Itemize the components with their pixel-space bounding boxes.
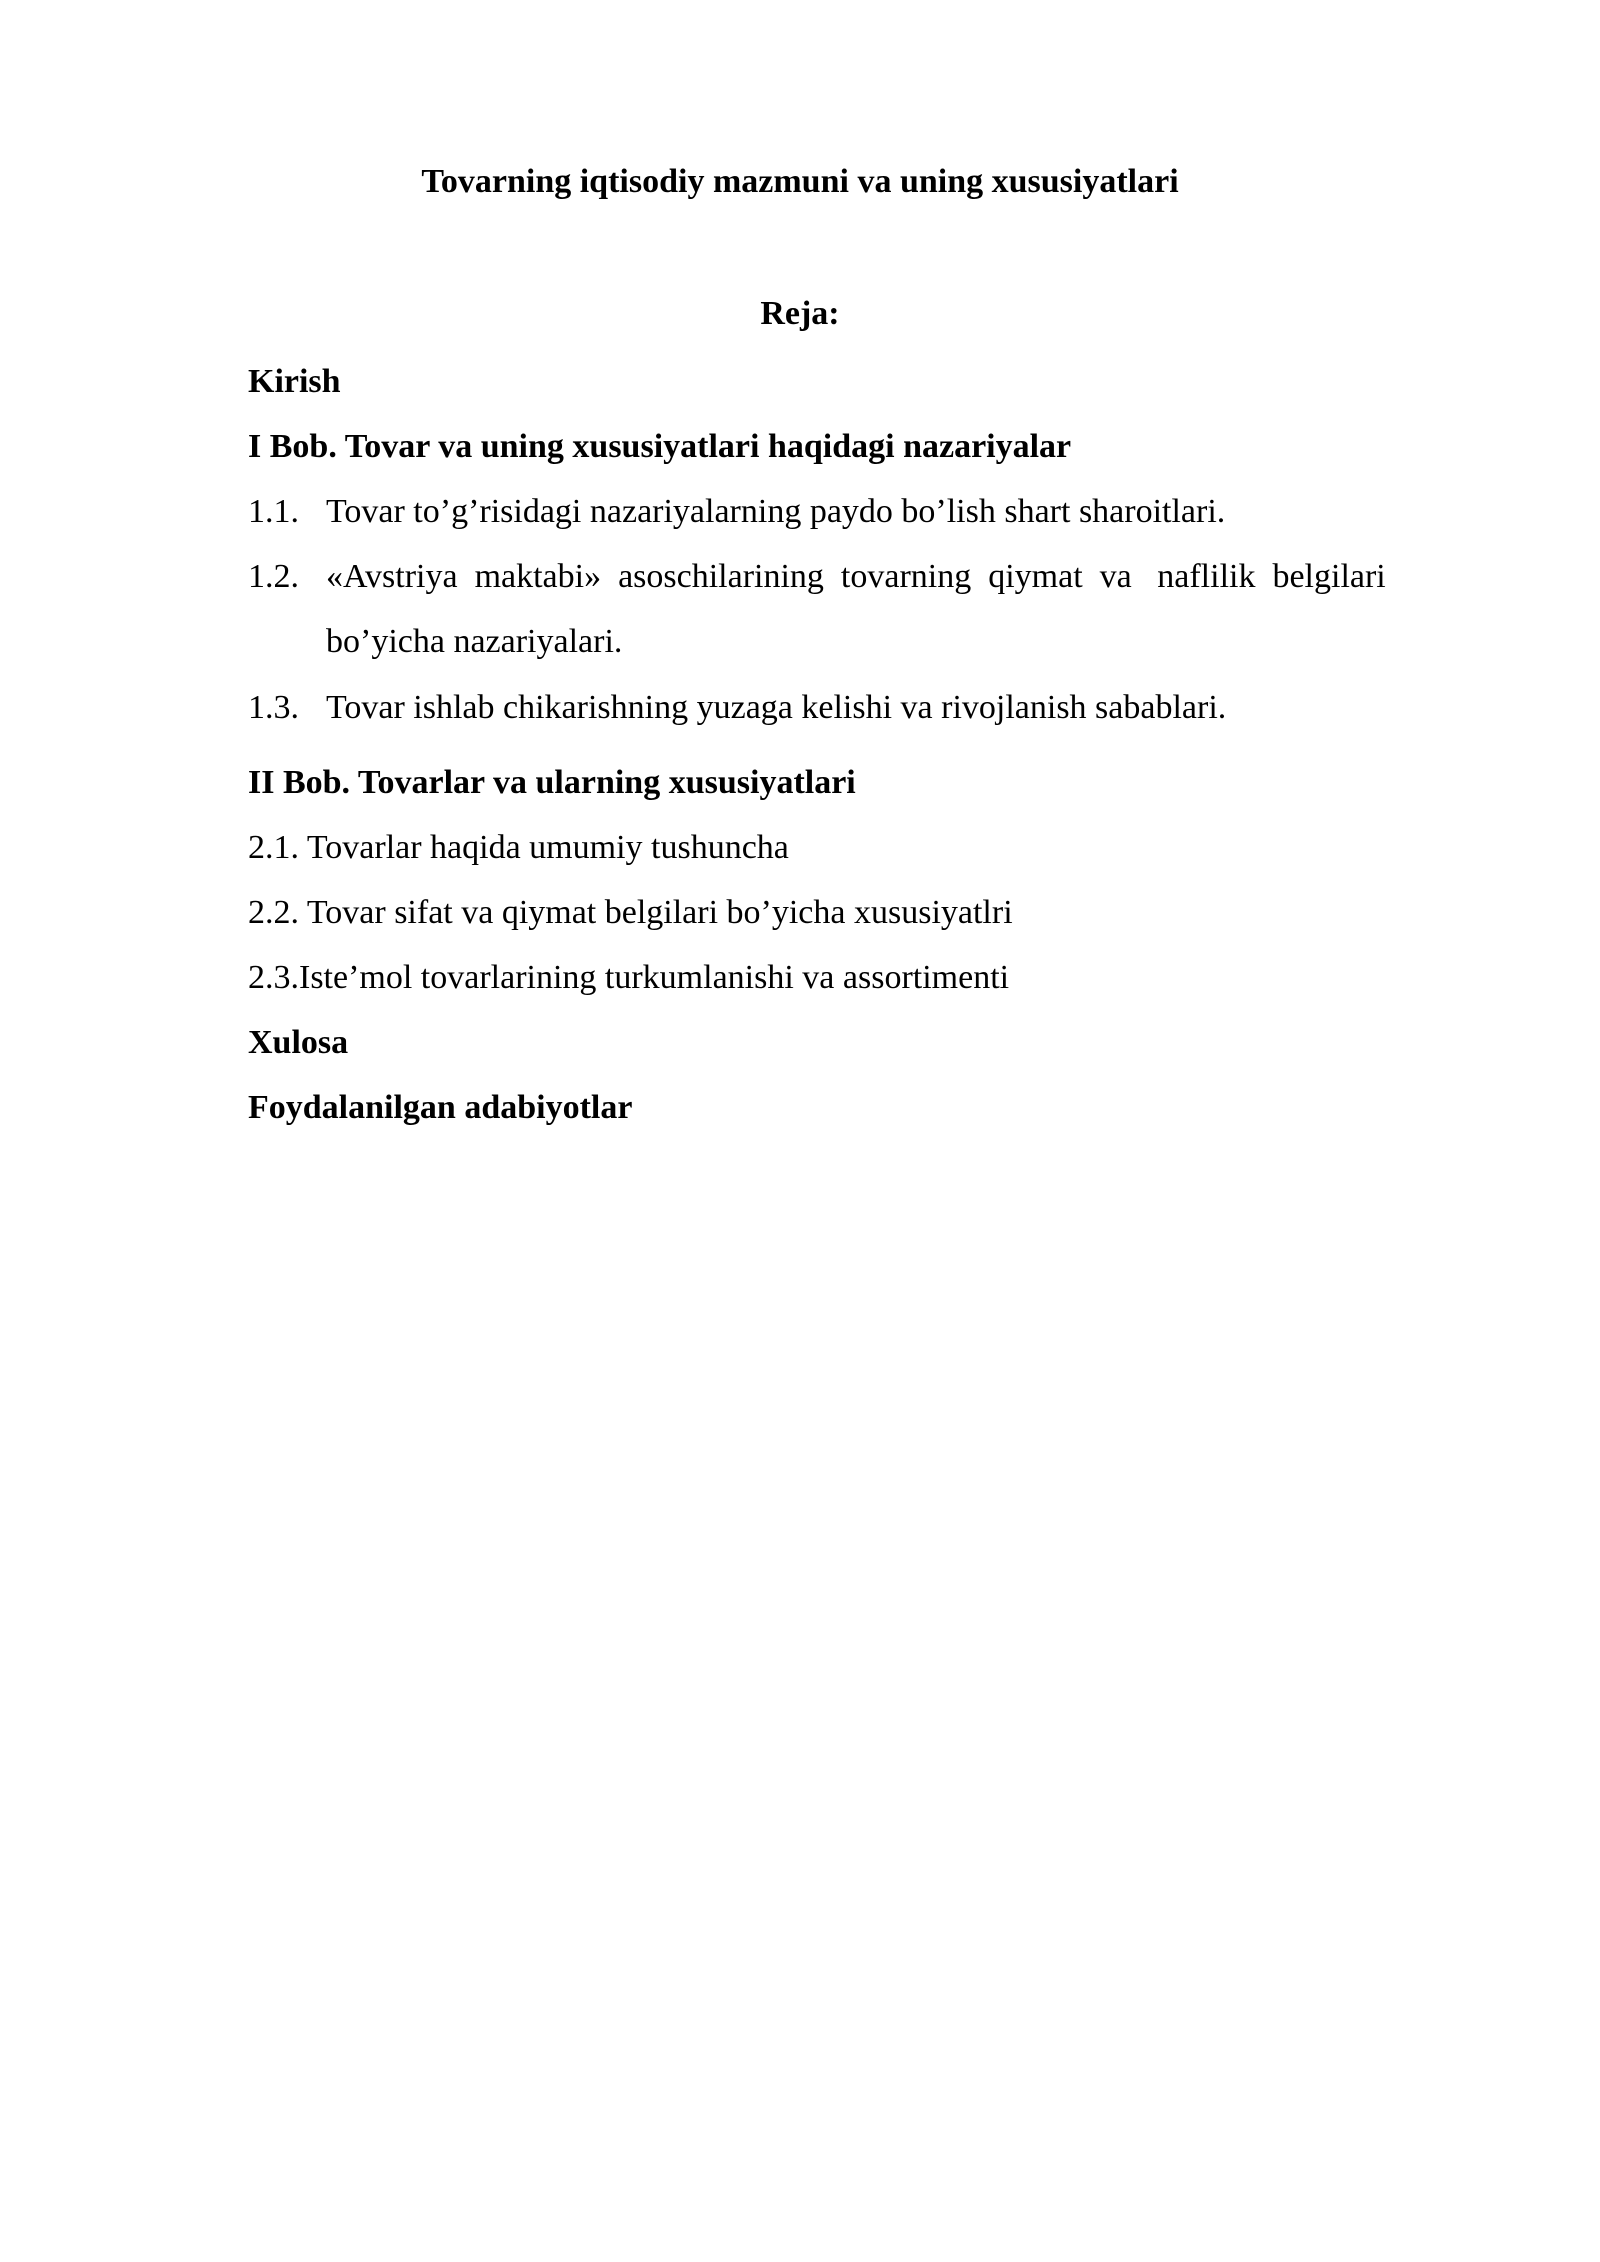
conclusion-heading: Xulosa	[248, 1024, 349, 1061]
chapter1-heading: I Bob. Tovar va uning xususiyatlari haqidagi nazariyalar	[248, 428, 1072, 465]
toc-item-text: Tovar to’g’risidagi nazariyalarning paydo bo’lish shart sharoitlari.	[326, 493, 1226, 530]
plan-heading: Reja:	[760, 295, 840, 332]
toc-item-2-3: 2.3.Iste’mol tovarlarining turkumlanishi va assortimenti	[248, 959, 1010, 996]
toc-item-1-3	[248, 686, 1488, 730]
toc-item-1-2	[248, 555, 1488, 664]
toc-item-1-1	[248, 490, 1488, 534]
toc-item-2-2: 2.2. Tovar sifat va qiymat belgilari bo’yicha xususiyatlri	[248, 894, 1013, 931]
toc-item-number: 1.3.	[248, 689, 299, 726]
toc-item-text: Tovar ishlab chikarishning yuzaga kelishi va rivojlanish sabablari.	[326, 689, 1227, 726]
toc-item-2-1: 2.1. Tovarlar haqida umumiy tushuncha	[248, 829, 789, 866]
toc-item-number: 1.2.	[248, 558, 299, 595]
toc-item-text-line1: «Avstriya maktabi» asoschilarining tovarning qiymat va naflilik belgilari	[326, 558, 1386, 595]
document-title: Tovarning iqtisodiy mazmuni va uning xususiyatlari	[421, 163, 1179, 200]
chapter2-heading: II Bob. Tovarlar va ularning xususiyatlari	[248, 764, 856, 801]
toc-item-text-line2: bo’yicha nazariyalari.	[326, 623, 623, 660]
intro-heading: Kirish	[248, 363, 341, 400]
toc-item-number: 1.1.	[248, 493, 299, 530]
references-heading: Foydalanilgan adabiyotlar	[248, 1089, 633, 1126]
